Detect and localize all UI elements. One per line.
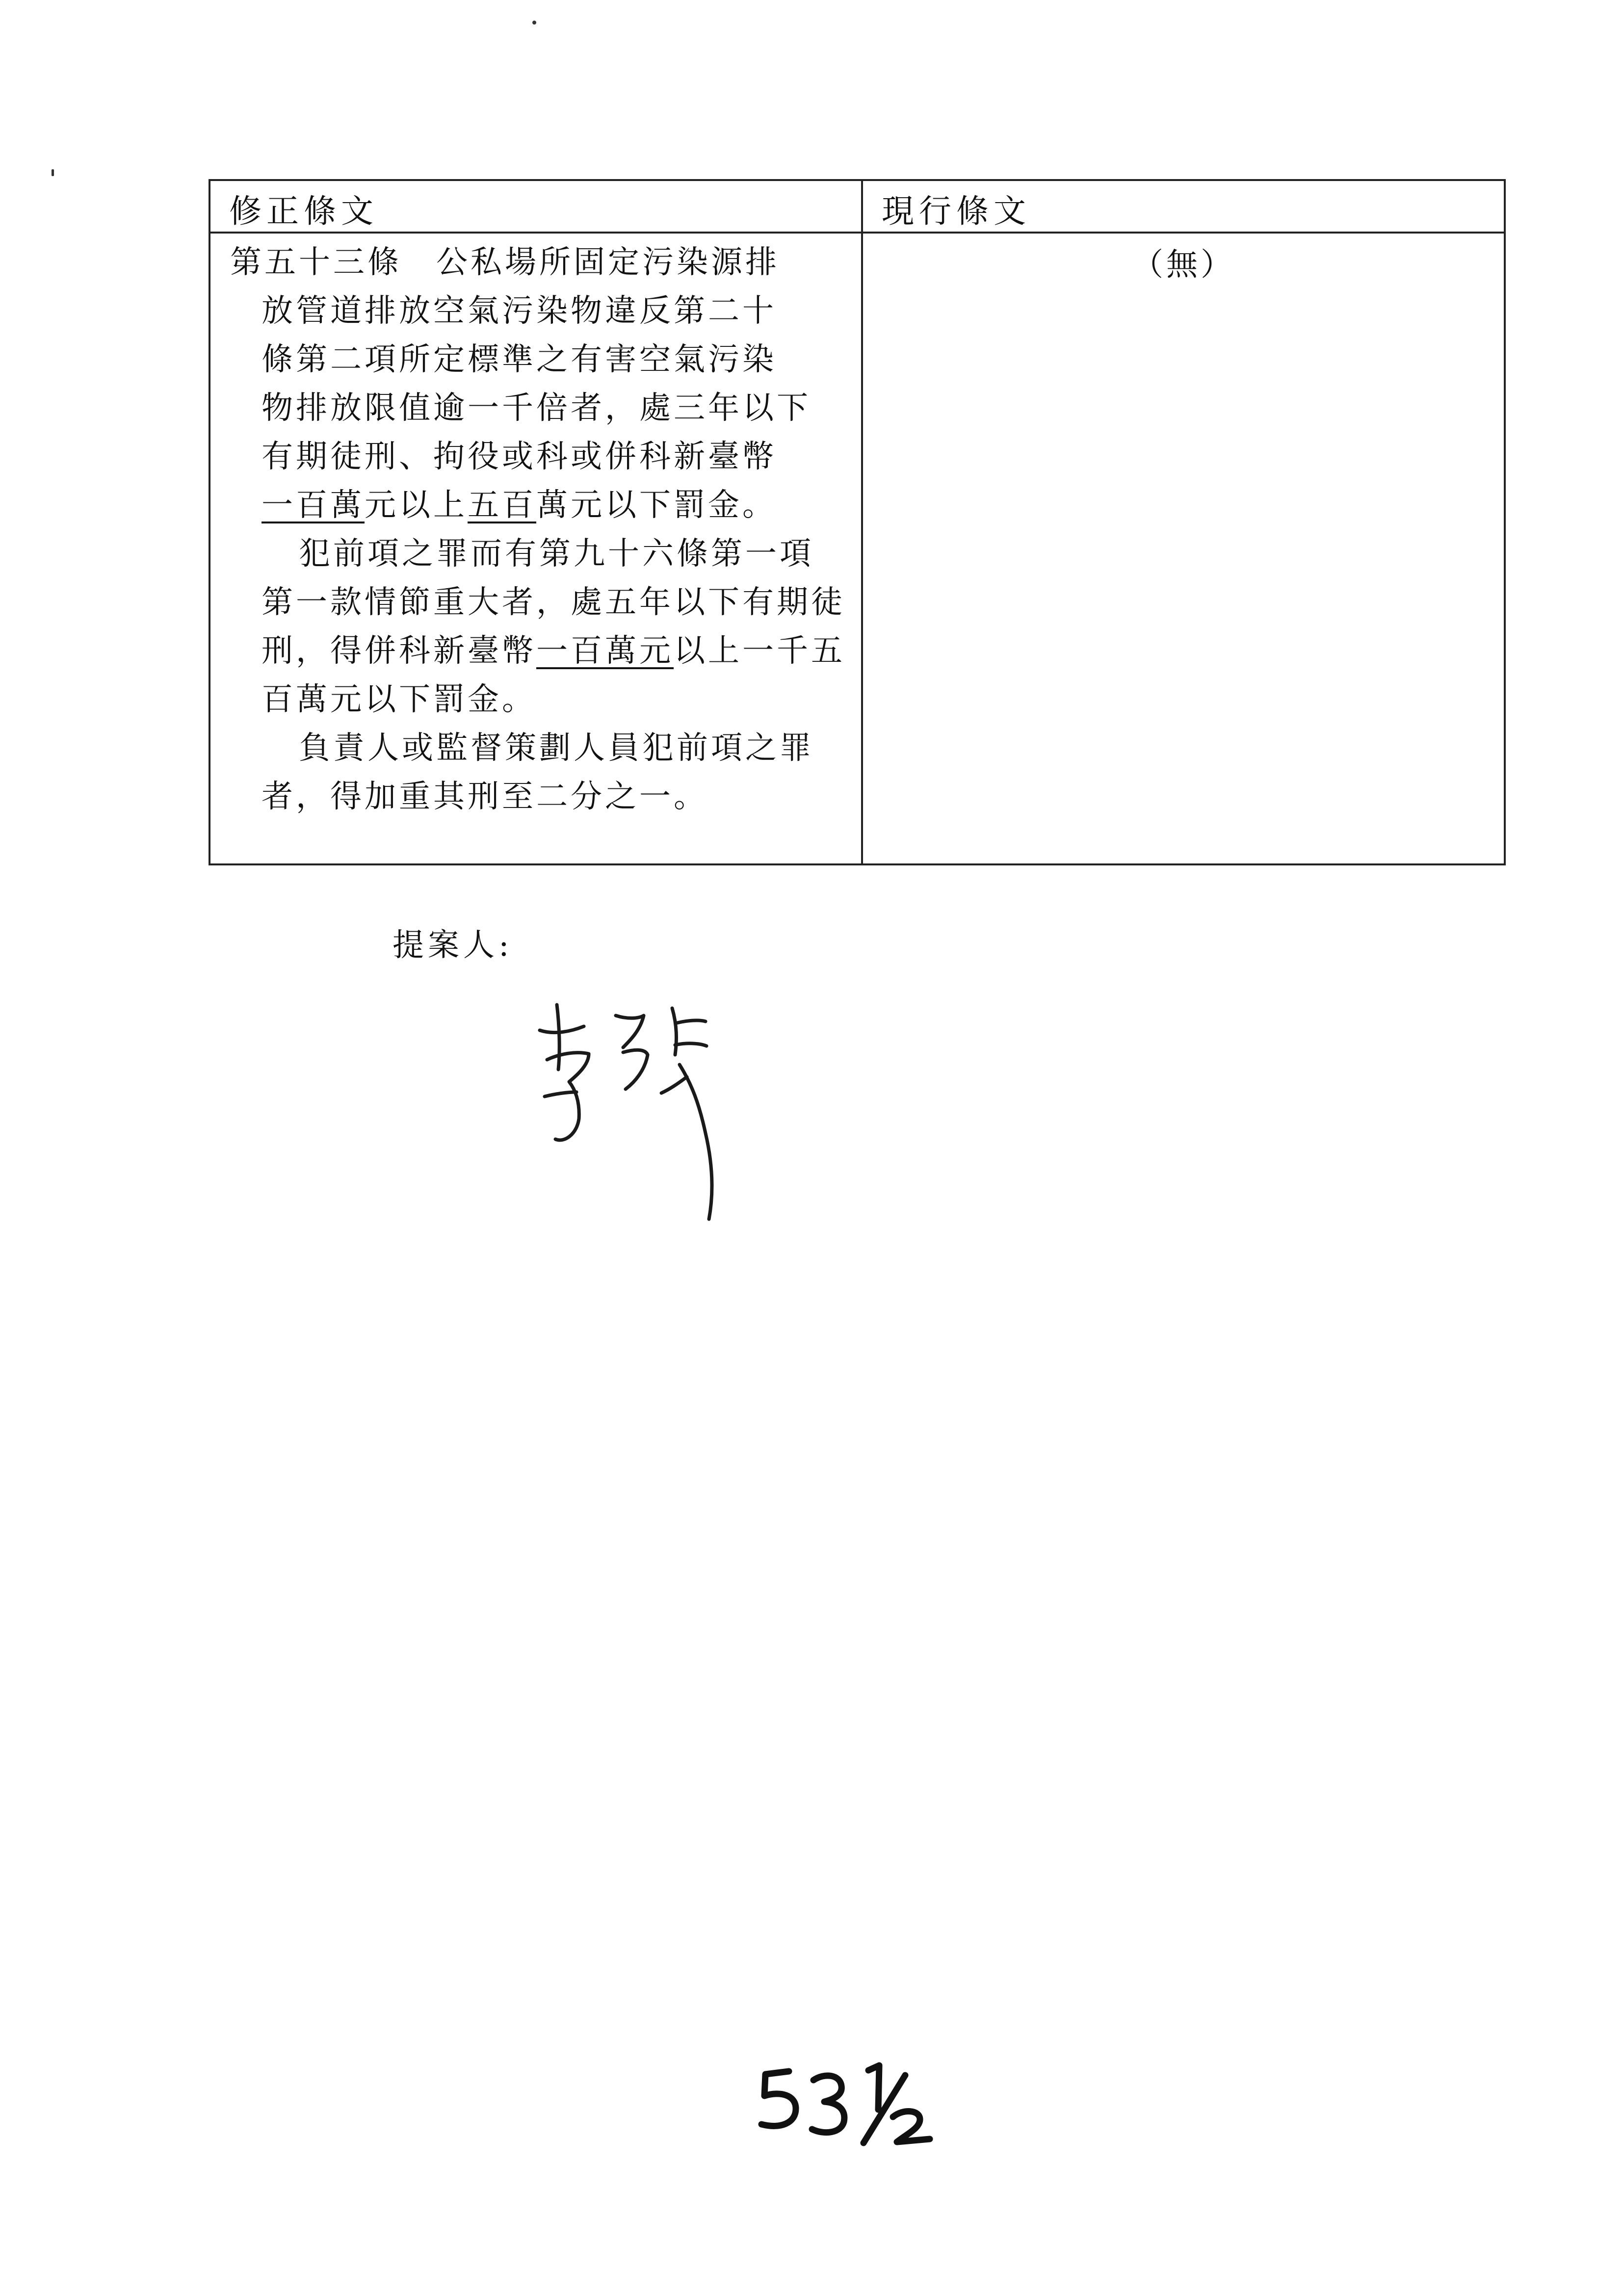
- article-line-6: [230, 481, 846, 530]
- amended-article-cell: [210, 233, 862, 864]
- article-line-5: 有期徒刑、拘役或科或併科新臺幣: [262, 439, 777, 475]
- handwritten-page-number: [751, 2051, 947, 2149]
- article-text: 犯前項之罪而有第九十六條第一項第一款情節重大者，處五年以下有期徒刑，得併科新臺幣: [262, 536, 845, 669]
- amended-amount: 一百萬: [262, 487, 365, 523]
- header-current-article: 現行條文: [862, 180, 1505, 233]
- article-text: 以上一千五百萬元以下罰金。: [262, 633, 845, 718]
- article-line-4: 物排放限值逾一千倍者，處三年以下: [262, 390, 811, 426]
- article-paragraph-1: [230, 238, 846, 530]
- amended-amount: 一百萬元: [536, 633, 674, 669]
- article-line-2: 放管道排放空氣污染物違反第二十: [262, 293, 777, 329]
- amended-amount: 五百: [468, 487, 536, 523]
- handwritten-signature: [530, 996, 756, 1226]
- article-line-3: 條第二項所定標準之有害空氣污染: [262, 341, 777, 378]
- table-header-row: [210, 180, 1505, 233]
- table-row: [210, 233, 1505, 864]
- article-text: 元以上: [365, 487, 468, 523]
- article-paragraph-2: [230, 530, 846, 724]
- scan-speck: [532, 21, 536, 25]
- article-text: 萬元以下罰金。: [536, 487, 777, 523]
- current-article-cell: （無）: [862, 233, 1505, 864]
- header-amended-article: 修正條文: [210, 180, 862, 233]
- article-line-1: 第五十三條 公私場所固定污染源排: [230, 244, 780, 281]
- article-paragraph-3: 負責人或監督策劃人員犯前項之罪者，得加重其刑至二分之一。: [262, 730, 814, 815]
- proposer-label: 提案人:: [393, 927, 513, 964]
- comparison-table: [209, 179, 1506, 865]
- scan-speck: [52, 169, 54, 176]
